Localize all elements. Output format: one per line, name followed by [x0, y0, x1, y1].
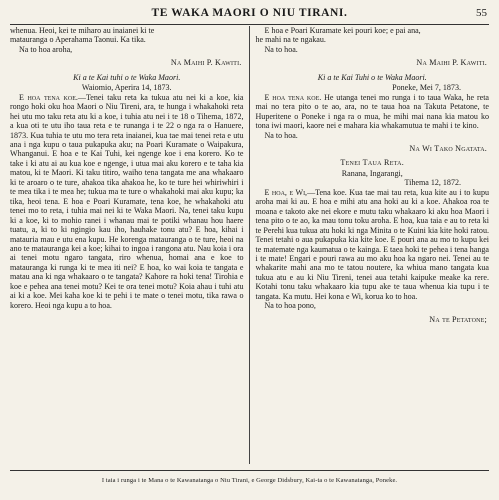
letter-body: [256, 188, 490, 301]
letter-date: Tihema 12, 1872.: [404, 178, 461, 188]
closing-line: Na to hoa pono,: [264, 301, 316, 311]
text-line: E hoa e Poari Kuramate kei pouri koe; e pai ana,: [264, 26, 421, 35]
closing-line: Na to hoa.: [264, 130, 298, 140]
page-header: [10, 4, 489, 25]
right-column: [250, 26, 490, 464]
letter-place-date: Poneke, Mei 7, 1873.: [392, 83, 461, 93]
salutation: E hoa tena koe.: [19, 92, 78, 102]
closing-line: Na to hoa aroha,: [19, 44, 73, 54]
running-title: TE WAKA MAORI O NIU TIRANI.: [151, 7, 348, 19]
salutation: E hoa, e Wi,: [264, 187, 308, 197]
text-line: he mahi na te ngakau.: [255, 35, 326, 45]
letter-place: Ranana, Ingarangi,: [341, 168, 403, 178]
letter-place-date: Waiomio, Aperira 14, 1873.: [81, 83, 172, 93]
signature: Na Maihi P. Kawiti.: [170, 58, 242, 68]
letter-body-text: —Tena koe. Kua tae mai tau reta, kua kite au i to kupu aroha mai ki au. E hoa e mihi atu ana hoki au ki a koe. Ahakoa roa te moana e takoto ake nei ekore e mutu taku whakaaro ki aku hoa Maori i tena pito o te ao, ka mau tonu toku aroha. E hoa, kua taia e au to reta ki te Perehi kua tukua atu hoki ki nga Minita o te Kuini kia kite hoki ratou. Tenei tetahi o aua pukapuka kia kite koe. E pouri ana au mo to kupu kei te matemate nga kaumatua o te kainga. E taea hoki te pehea i tena hanga i te mate! Engari e pouri rawa au mo aku hoa ka ngaro nei. Tenei au te whakarite mahi ana mo te tatou noutere, ka whiua mano tangata kua tukua atu e au ki Niu Tireni, tenei aua tetahi kaipuke meake ka rere. Kotahi tonu taku whakaaro kia tupu ake te taua whenua kia tupu i te tangata. Ka mutu. Hei kona e Wi, korua ko to hoa.: [255, 187, 489, 301]
signature: Na Maihi P. Kawiti.: [416, 58, 487, 68]
letter-body-text: He utanga tenei mo runga i to taua Waka, he reta mai no tera pito o te ao, ara, no te taua hoa na Takuta Petatone, te Huperitene o Poneke i nga ra o mua, he mihi mai nana kia matou ko tona iwi maori, kaore nei e mahara kia whakamutua te mahi i te kino.: [255, 92, 489, 131]
columns: [10, 26, 489, 464]
letter-heading: Ki a te Kai tuhi o te Waka Maori.: [73, 72, 181, 82]
text-line: matauranga o Aperahama Taonui. Ka tika.: [10, 35, 146, 45]
letter-heading: Ki a te Kai Tuhi o te Waka Maori.: [317, 72, 427, 82]
printer-imprint: I taia i runga i te Mana o te Kawanatanga o Niu Tirani, e George Didsbury, Kai-ta o te Kawanatanga, Poneke.: [10, 470, 489, 484]
text-line: whenua. Heoi, kei te miharo au inaianei ki te: [10, 26, 155, 35]
signature: Na te Petatone;: [429, 314, 487, 324]
signature: Na Wi Tako Ngatata.: [409, 143, 487, 153]
page-number: 55: [476, 7, 487, 19]
letter-body-text: —Tenei taku reta ka tukua atu nei ki a koe, kia rongo hoki oku hoa Maori o Niu Tireni, ara, te hunga i whakahoki reta hei utu mo taku reta atu ki a koe, i tuhia atu nei i te 18 o Tihema, 1872, a kua oti te utu iho taua reta e te runanga i te 22 o nga ra o Hanuere, 1873. Kua tuhia te utu mo tera reta inaianei, kua tae mai tenei reta e utu ana i nga kupu o taua pukapuka aku; na Poari Kuramate o Waipakura, Whanganui. E hoa e te Kai Tuhi, kei ngenge koe i ena korero. Ko te take i ki atu ai au kua koe e ngenge, i utua mai aku korero e te taha kia matou, ki te Maori. Ki taku titiro, waiho tena tangata me ana whakaaro ki te aroaro o te ture, ahakoa tika ahakoa he, ko te ture hei whiriwhiri i te mea tika i te mea he; tukua ma te ture o whakahoki mai aku kupu; ka tika, heoi tena. E hoa e Poari Kuramate, tena koe, he whakahoki atu tenei mo to reta, i tuhia mai nei ki te Waka Maori. Na, tenei taku kupu ki a koe, ki to mohio ranei i whanau mai te potiki whanau hou haere tuatu, a, ki to ki ngingio kau iho, hauhake tonu atu? E hoa, kihai i matauria mau e utu ena kupu. He korenga matauranga o te ture, heoi na ano te matauranga kei a koe; kihai to ingoa i rangona atu. Nau koia i ora ai tenei motu ngaro tangata, riro whenua, homai ana e koe to matauranga ki runga ki te mea iti nei? E hoa, ko wai koia te tangata e matau ana ki nga whakaaro o te tangata? Kahore ra hoki tena! Tirohia e koe e pehea ana tenei motu? Kei te ora tenei motu? Koia ahau i tuhi atu ai ki a koe. Mei kaha koe ki te pehi i te mate o tenei motu, tika rawa o korero. Heoi nga kupu a to hoa.: [10, 92, 244, 310]
letter-body: [256, 93, 490, 131]
salutation: E hoa tena koe.: [264, 92, 322, 102]
letter-heading: Tenei Taua Reta.: [340, 158, 405, 168]
letter-body: [10, 93, 244, 310]
closing-line: Na to hoa.: [264, 44, 298, 54]
left-column: [10, 26, 250, 464]
